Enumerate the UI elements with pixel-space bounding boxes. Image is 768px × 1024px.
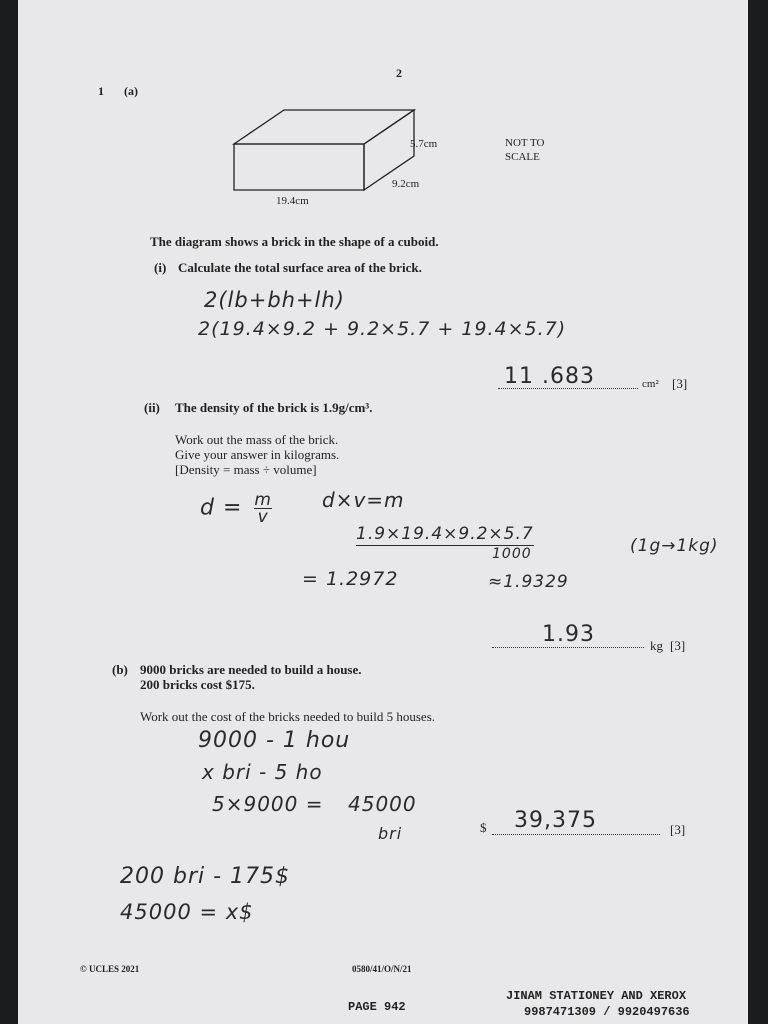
part-ii-answer: 1.93 bbox=[542, 622, 595, 647]
part-i-marks: [3] bbox=[672, 376, 688, 391]
part-ii-question: The density of the brick is 1.9g/cm³. bbox=[175, 400, 373, 415]
work-dxv: d×v=m bbox=[322, 488, 405, 512]
cuboid-front-face bbox=[234, 144, 364, 190]
part-b-currency: $ bbox=[480, 820, 487, 835]
work-conversion-note: (1g→1kg) bbox=[630, 536, 719, 556]
density-fraction bbox=[254, 492, 272, 525]
footer-page-label: PAGE 942 bbox=[348, 1000, 406, 1014]
not-to-scale-note bbox=[505, 136, 544, 164]
height-label: 5.7cm bbox=[410, 138, 438, 150]
part-ii-instruction2: Give your answer in kilograms. bbox=[175, 447, 340, 462]
part-b-marks: [3] bbox=[670, 822, 686, 837]
work-numerator: 1.9×19.4×9.2×5.7 bbox=[356, 524, 534, 544]
part-i-answer: 11 .683 bbox=[504, 364, 595, 389]
not-to-scale-line2: SCALE bbox=[505, 151, 540, 163]
part-b-line2: 200 bricks cost $175. bbox=[140, 677, 255, 692]
work-result1: = 1.2972 bbox=[302, 568, 399, 590]
part-b-work3b: 45000 bbox=[348, 792, 417, 816]
part-b-answer: 39,375 bbox=[514, 808, 597, 833]
part-i-work-line2: 2(19.4×9.2 + 9.2×5.7 + 19.4×5.7) bbox=[198, 318, 567, 340]
depth-label: 9.2cm bbox=[392, 178, 420, 190]
cuboid-diagram bbox=[218, 100, 458, 210]
page-number: 2 bbox=[396, 66, 402, 80]
not-to-scale-line1: NOT TO bbox=[505, 137, 545, 149]
part-ii-unit: kg bbox=[650, 638, 663, 653]
part-b-answer-line bbox=[492, 834, 660, 835]
footer-phones: 9987471309 / 9920497636 bbox=[524, 1005, 690, 1019]
part-a-label: (a) bbox=[124, 84, 138, 98]
part-i-work-line1: 2(lb+bh+lh) bbox=[204, 288, 345, 312]
work-result2: ≈1.9329 bbox=[488, 572, 569, 592]
part-b-work6: 45000 = x$ bbox=[120, 900, 254, 924]
density-formula-lhs: d = bbox=[200, 495, 243, 521]
part-b-number: (b) bbox=[112, 662, 128, 677]
part-ii-marks: [3] bbox=[670, 638, 686, 653]
part-b-work4: bri bbox=[378, 824, 403, 843]
part-ii-instruction1: Work out the mass of the brick. bbox=[175, 432, 339, 447]
question-number: 1 bbox=[98, 84, 104, 98]
cuboid-top-face bbox=[234, 110, 414, 144]
footer-shop-name: JINAM STATIONEY AND XEROX bbox=[506, 989, 687, 1003]
part-b-question: Work out the cost of the bricks needed to build 5 houses. bbox=[140, 709, 436, 724]
part-i-unit: cm² bbox=[642, 378, 659, 390]
part-b-line1: 9000 bricks are needed to build a house. bbox=[140, 662, 362, 677]
part-ii-answer-line bbox=[492, 647, 644, 648]
exam-page bbox=[18, 0, 748, 1024]
density-formula bbox=[200, 492, 272, 525]
part-b-work3a: 5×9000 = bbox=[212, 792, 324, 816]
work-denominator: 1000 bbox=[492, 546, 532, 562]
part-ii-instruction3: [Density = mass ÷ volume] bbox=[175, 462, 317, 477]
density-fraction-den: v bbox=[257, 507, 269, 527]
part-b-work1: 9000 - 1 hou bbox=[198, 728, 351, 753]
part-i-number: (i) bbox=[154, 260, 167, 275]
footer-copyright: © UCLES 2021 bbox=[80, 964, 140, 974]
density-fraction-num: m bbox=[254, 490, 272, 510]
length-label: 19.4cm bbox=[276, 195, 309, 207]
part-b-work5: 200 bri - 175$ bbox=[120, 864, 291, 889]
part-i-question: Calculate the total surface area of the brick. bbox=[178, 260, 422, 275]
footer-code: 0580/41/O/N/21 bbox=[352, 964, 412, 974]
part-b-work2: x bri - 5 ho bbox=[202, 760, 323, 784]
part-ii-number: (ii) bbox=[144, 400, 160, 415]
part-a-intro: The diagram shows a brick in the shape of a cuboid. bbox=[150, 234, 439, 249]
